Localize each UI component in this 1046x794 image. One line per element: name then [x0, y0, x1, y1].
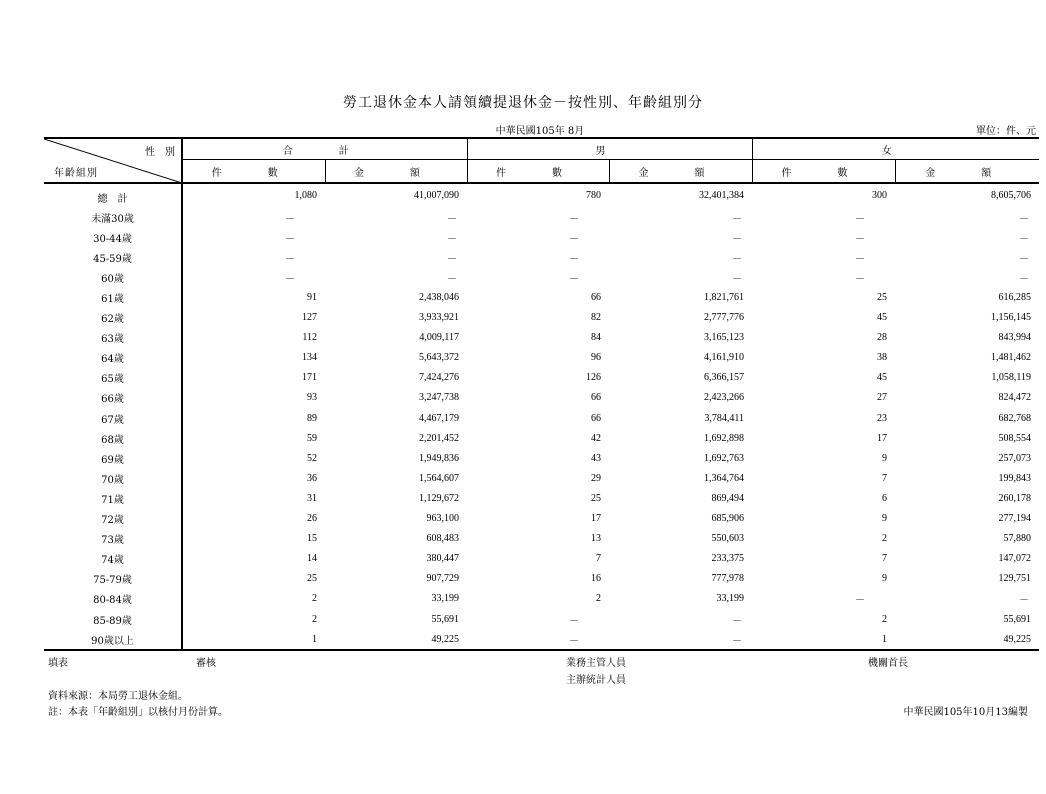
table-row	[44, 247, 1039, 267]
count-cell: 13	[591, 533, 601, 545]
amount-cell: 33,199	[431, 593, 459, 605]
amount-cell: 257,073	[998, 452, 1031, 464]
count-cell: 45	[877, 372, 887, 384]
amount-cell: 3,165,123	[704, 332, 744, 344]
stats-head-label: 主辦統計人員	[566, 675, 626, 686]
count-cell: 42	[591, 432, 601, 444]
count-cell: 300	[872, 190, 887, 202]
count-cell: 45	[877, 312, 887, 324]
amount-cell: 550,603	[711, 533, 744, 545]
count-cell: 66	[591, 412, 601, 424]
amount-cell: 869,494	[711, 492, 744, 504]
count-cell: 23	[877, 412, 887, 424]
age-group-cell: 61歲	[101, 294, 124, 306]
amount-cell: 129,751	[998, 573, 1031, 585]
age-group-cell: 70歲	[101, 474, 124, 486]
count-cell: 9	[882, 452, 887, 464]
amount-cell: 4,161,910	[704, 352, 744, 364]
amount-cell: －	[447, 233, 457, 245]
amount-cell: 3,247,738	[419, 392, 459, 404]
count-cell: 36	[182, 468, 325, 488]
count-cell: 89	[182, 408, 325, 428]
amount-cell: 233,375	[711, 553, 744, 565]
amount-cell: 199,843	[998, 472, 1031, 484]
table-row	[44, 348, 1039, 368]
amount-cell: 907,729	[426, 573, 459, 585]
amount-cell: －	[732, 233, 742, 245]
table-row	[44, 287, 1039, 307]
table-row	[44, 368, 1039, 388]
table-row	[44, 183, 1039, 207]
count-cell: 112	[182, 328, 325, 348]
count-cell: 2	[182, 589, 325, 609]
unit-label: 單位：件、元	[976, 126, 1036, 137]
amount-cell: 33,199	[716, 593, 744, 605]
amount-cell: 1,821,761	[704, 292, 744, 304]
count-cell: 2	[596, 593, 601, 605]
age-group-cell: 66歲	[101, 394, 124, 406]
age-group-cell: 85-89歲	[93, 615, 132, 627]
col-header-amount: 金 額	[325, 160, 467, 184]
group-header-male: 男	[467, 138, 752, 160]
age-group-cell: 69歲	[101, 454, 124, 466]
count-cell: 14	[182, 549, 325, 569]
count-cell: 26	[182, 509, 325, 529]
amount-cell: －	[1019, 233, 1029, 245]
count-cell: 1	[882, 633, 887, 645]
amount-cell: －	[1019, 253, 1029, 265]
source-note: 資料來源：本局勞工退休金組。	[48, 691, 188, 702]
age-group-cell: 30-44歲	[93, 233, 132, 245]
count-cell: 7	[882, 472, 887, 484]
amount-cell: 1,129,672	[419, 492, 459, 504]
count-cell: 29	[591, 472, 601, 484]
table-row	[44, 569, 1039, 589]
count-cell: 52	[182, 448, 325, 468]
amount-cell: 1,156,145	[991, 312, 1031, 324]
count-cell: －	[569, 635, 579, 647]
col-header-count: 件 數	[467, 160, 609, 184]
count-cell: 91	[182, 287, 325, 307]
amount-cell: 6,366,157	[704, 372, 744, 384]
age-group-cell: 64歲	[101, 354, 124, 366]
amount-cell: 4,009,117	[419, 332, 459, 344]
count-cell: 25	[877, 292, 887, 304]
count-cell: 9	[882, 513, 887, 525]
count-cell: 134	[182, 348, 325, 368]
age-group-cell: 74歲	[101, 555, 124, 567]
age-group-cell: 65歲	[101, 374, 124, 386]
amount-cell: 4,467,179	[419, 412, 459, 424]
amount-cell: －	[1019, 595, 1029, 607]
compiled-date: 中華民國105年10月13編製	[903, 707, 1028, 718]
count-cell: 9	[882, 573, 887, 585]
count-cell: －	[569, 615, 579, 627]
statistics-table	[44, 137, 1039, 649]
count-cell: －	[855, 253, 865, 265]
group-header-total: 合 計	[182, 138, 467, 160]
count-cell: －	[855, 233, 865, 245]
count-cell: 93	[182, 388, 325, 408]
amount-cell: 608,483	[426, 533, 459, 545]
amount-cell: 1,949,836	[419, 452, 459, 464]
count-cell: －	[855, 595, 865, 607]
table-row	[44, 629, 1039, 649]
age-group-header-label: 年齡組別	[54, 168, 98, 179]
count-cell: 2	[182, 609, 325, 629]
amount-cell: 147,072	[998, 553, 1031, 565]
amount-cell: 685,906	[711, 513, 744, 525]
age-group-cell: 90歲以上	[91, 635, 134, 647]
table-row	[44, 549, 1039, 569]
col-header-amount: 金 額	[609, 160, 752, 184]
table-row	[44, 509, 1039, 529]
page-title: 勞工退休金本人請領續提退休金－按性別、年齡組別分	[343, 95, 703, 111]
count-cell: 43	[591, 452, 601, 464]
count-cell: 171	[182, 368, 325, 388]
reviewed-by-label: 審核	[196, 658, 216, 669]
amount-cell: 41,007,090	[414, 190, 459, 202]
count-cell: 6	[882, 492, 887, 504]
amount-cell: －	[1019, 213, 1029, 225]
amount-cell: －	[447, 213, 457, 225]
amount-cell: 1,564,607	[419, 472, 459, 484]
amount-cell: 380,447	[426, 553, 459, 565]
amount-cell: 1,692,763	[704, 452, 744, 464]
amount-cell: 777,978	[711, 573, 744, 585]
amount-cell: 2,423,266	[704, 392, 744, 404]
count-cell: 1,080	[182, 183, 325, 207]
age-group-cell: 80-84歲	[93, 595, 132, 607]
col-header-amount: 金 額	[895, 160, 1039, 184]
age-group-cell: 72歲	[101, 515, 124, 527]
age-group-cell: 未滿30歲	[91, 213, 134, 225]
count-cell: －	[569, 213, 579, 225]
count-cell: 59	[182, 428, 325, 448]
table-row	[44, 328, 1039, 348]
amount-cell: 3,784,411	[704, 412, 744, 424]
amount-cell: 1,364,764	[704, 472, 744, 484]
count-cell: 17	[877, 432, 887, 444]
count-cell: －	[855, 213, 865, 225]
count-cell: 127	[182, 308, 325, 328]
amount-cell: －	[447, 273, 457, 285]
count-cell: 7	[596, 553, 601, 565]
table-row	[44, 468, 1039, 488]
table-body	[44, 183, 1039, 649]
group-header-female: 女	[752, 138, 1039, 160]
amount-cell: 1,692,898	[704, 432, 744, 444]
count-cell: 126	[586, 372, 601, 384]
age-group-cell: 73歲	[101, 535, 124, 547]
count-cell: 17	[591, 513, 601, 525]
table-row	[44, 227, 1039, 247]
amount-cell: －	[732, 635, 742, 647]
table-row	[44, 448, 1039, 468]
amount-cell: 1,481,462	[991, 352, 1031, 364]
count-cell: －	[182, 247, 325, 267]
footnote: 註：本表「年齡組別」以核付月份計算。	[48, 707, 228, 718]
amount-cell: 616,285	[998, 292, 1031, 304]
prepared-by-label: 填表	[48, 658, 68, 669]
count-cell: 2	[882, 613, 887, 625]
count-cell: －	[182, 267, 325, 287]
amount-cell: －	[732, 615, 742, 627]
amount-cell: －	[732, 213, 742, 225]
header-corner-cell	[44, 138, 182, 183]
sex-header-label: 性 別	[145, 147, 175, 158]
table-row	[44, 589, 1039, 609]
amount-cell: 49,225	[1003, 633, 1031, 645]
amount-cell: 277,194	[998, 513, 1031, 525]
table-row	[44, 388, 1039, 408]
amount-cell: 32,401,384	[699, 190, 744, 202]
table-row	[44, 267, 1039, 287]
amount-cell: 5,643,372	[419, 352, 459, 364]
count-cell: 780	[586, 190, 601, 202]
amount-cell: 7,424,276	[419, 372, 459, 384]
count-cell: 1	[182, 629, 325, 649]
amount-cell: 824,472	[998, 392, 1031, 404]
count-cell: 66	[591, 392, 601, 404]
amount-cell: 49,225	[431, 633, 459, 645]
age-group-cell: 45-59歲	[93, 253, 132, 265]
amount-cell: 55,691	[431, 613, 459, 625]
amount-cell: 57,880	[1003, 533, 1031, 545]
table-bottom-rule	[44, 649, 1039, 651]
agency-head-label: 機關首長	[868, 658, 908, 669]
amount-cell: －	[447, 253, 457, 265]
age-group-cell: 60歲	[101, 273, 124, 285]
table-row	[44, 408, 1039, 428]
table-row	[44, 207, 1039, 227]
amount-cell: 1,058,119	[991, 372, 1031, 384]
amount-cell: 682,768	[998, 412, 1031, 424]
col-header-count: 件 數	[182, 160, 325, 184]
count-cell: 7	[882, 553, 887, 565]
age-group-cell: 總 計	[97, 193, 128, 205]
count-cell: －	[855, 273, 865, 285]
amount-cell: 3,933,921	[419, 312, 459, 324]
amount-cell: －	[1019, 273, 1029, 285]
count-cell: 28	[877, 332, 887, 344]
age-group-cell: 68歲	[101, 434, 124, 446]
business-head-label: 業務主管人員	[566, 658, 626, 669]
age-group-cell: 75-79歲	[93, 575, 132, 587]
amount-cell: 843,994	[998, 332, 1031, 344]
amount-cell: 508,554	[998, 432, 1031, 444]
count-cell: －	[569, 233, 579, 245]
age-group-cell: 67歲	[101, 414, 124, 426]
table-row	[44, 308, 1039, 328]
count-cell: 38	[877, 352, 887, 364]
count-cell: －	[569, 273, 579, 285]
count-cell: 25	[182, 569, 325, 589]
count-cell: 16	[591, 573, 601, 585]
count-cell: －	[182, 227, 325, 247]
col-header-count: 件 數	[752, 160, 895, 184]
count-cell: 66	[591, 292, 601, 304]
count-cell: 27	[877, 392, 887, 404]
count-cell: 84	[591, 332, 601, 344]
amount-cell: －	[732, 273, 742, 285]
amount-cell: 963,100	[426, 513, 459, 525]
amount-cell: 55,691	[1003, 613, 1031, 625]
count-cell: －	[182, 207, 325, 227]
amount-cell: 8,605,706	[991, 190, 1031, 202]
report-date: 中華民國105年 8月	[495, 126, 585, 137]
count-cell: 15	[182, 529, 325, 549]
count-cell: 25	[591, 492, 601, 504]
amount-cell: －	[732, 253, 742, 265]
count-cell: －	[569, 253, 579, 265]
amount-cell: 2,201,452	[419, 432, 459, 444]
amount-cell: 2,438,046	[419, 292, 459, 304]
table-row	[44, 529, 1039, 549]
table-row	[44, 488, 1039, 508]
age-group-cell: 71歲	[101, 494, 124, 506]
table-row	[44, 428, 1039, 448]
amount-cell: 2,777,776	[704, 312, 744, 324]
count-cell: 96	[591, 352, 601, 364]
age-group-cell: 63歲	[101, 334, 124, 346]
count-cell: 31	[182, 488, 325, 508]
age-group-cell: 62歲	[101, 314, 124, 326]
table-row	[44, 609, 1039, 629]
amount-cell: 260,178	[998, 492, 1031, 504]
count-cell: 2	[882, 533, 887, 545]
count-cell: 82	[591, 312, 601, 324]
